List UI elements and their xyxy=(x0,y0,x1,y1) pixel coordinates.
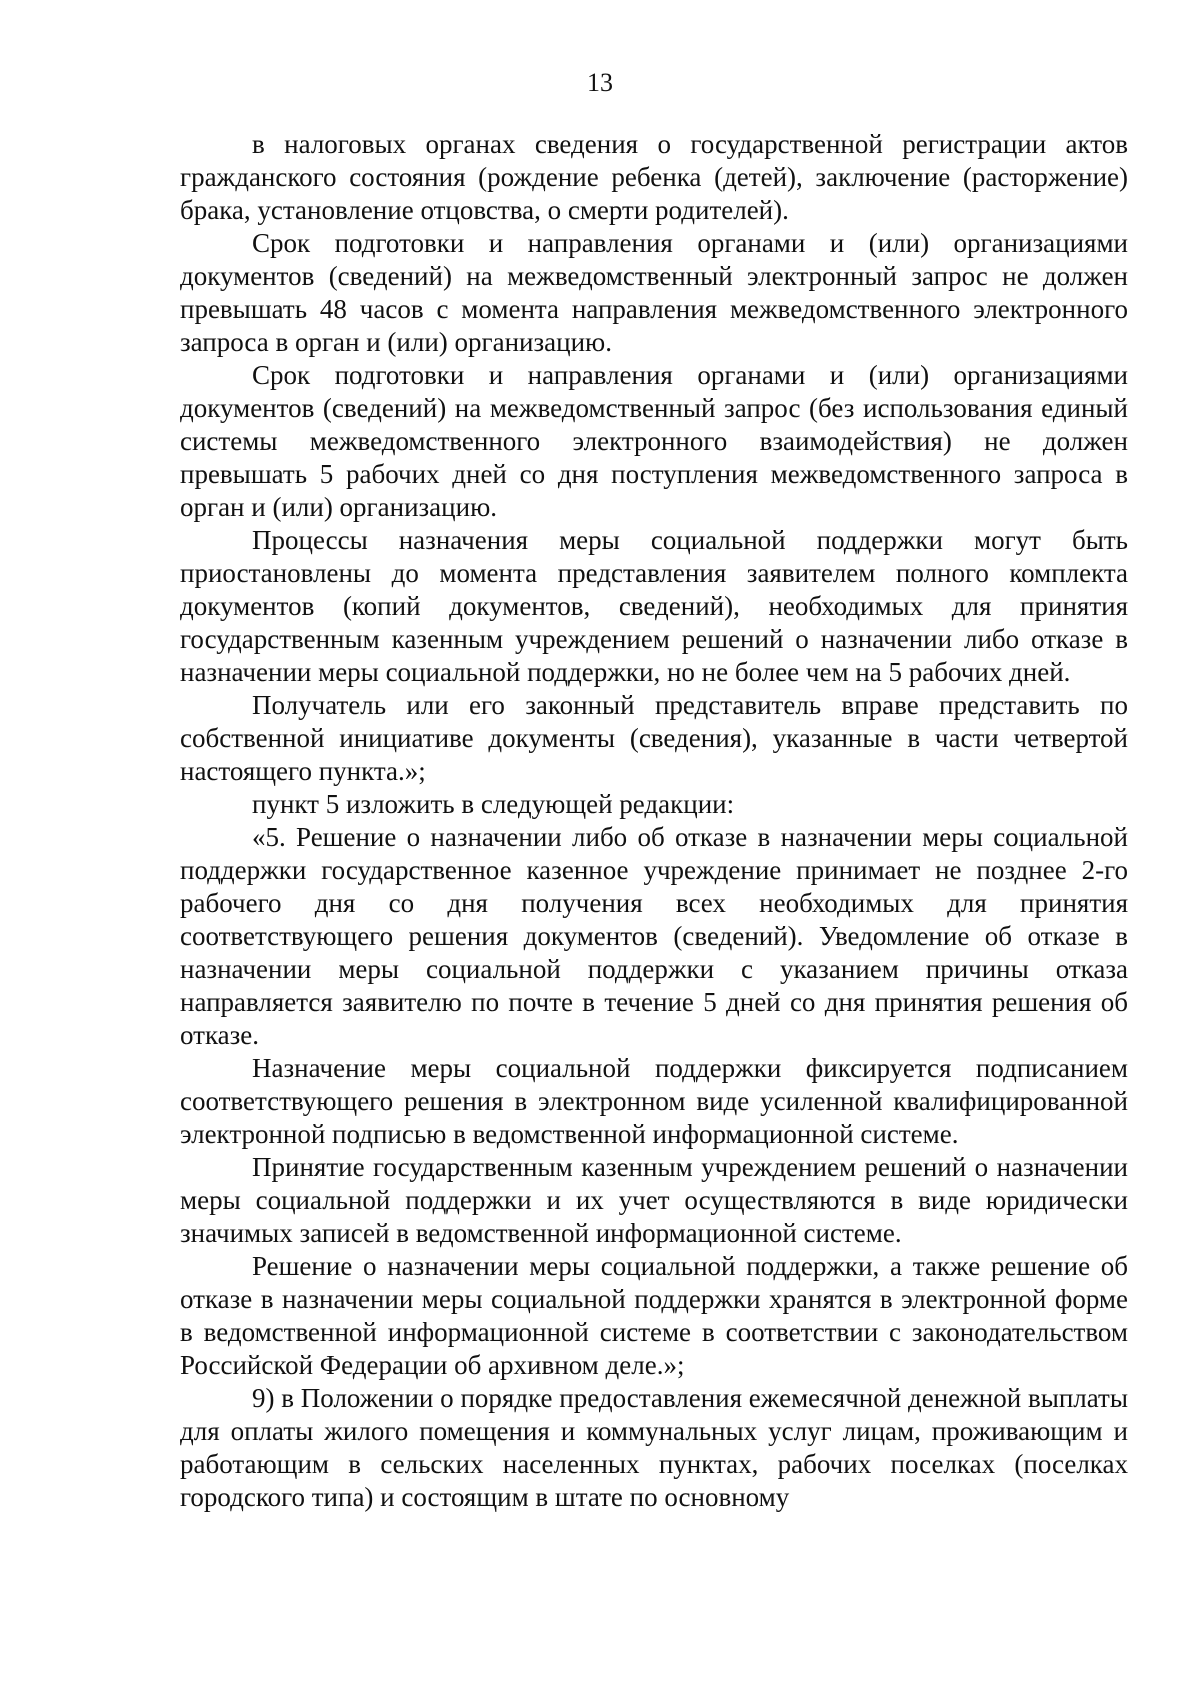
paragraph-legal-records: Принятие государственным казенным учреждением решений о назначении меры социальной поддержки и их учет осуществляются в виде юридически значимых записей в ведомственной информационной системе. xyxy=(180,1152,1128,1248)
page-number: 13 xyxy=(587,68,613,97)
paragraph-item-9: 9) в Положении о порядке предоставления ежемесячной денежной выплаты для оплаты жилого помещения и коммунальных услуг лицам, проживающим и работающим в сельских населенных пунктах, рабочих поселках (поселках городского типа) и состоящим в штате по основному xyxy=(180,1383,1128,1512)
paragraph-paper-request-deadline: Срок подготовки и направления органами и (или) организациями документов (сведений) на межведомственный запрос (без использования единый системы межведомственного электронного взаимодействия) не должен превышать 5 рабочих дней со дня поступления межведомственного запроса в орган и (или) организацию. xyxy=(180,360,1128,522)
paragraph-process-suspension: Процессы назначения меры социальной поддержки могут быть приостановлены до момента представления заявителем полного комплекта документов (копий документов, сведений), необходимых для принятия государственным казенным учреждением решений о назначении либо отказе в назначении меры социальной поддержки, но не более чем на 5 рабочих дней. xyxy=(180,525,1128,687)
paragraph-tax-registration: в налоговых органах сведения о государственной регистрации актов гражданского состояния (рождение ребенка (детей), заключение (расторжение) брака, установление отцовства, о смерти родителей). xyxy=(180,129,1128,225)
paragraph-electronic-signature: Назначение меры социальной поддержки фиксируется подписанием соответствующего решения в электронном виде усиленной квалифицированной электронной подписью в ведомственной информационной системе. xyxy=(180,1053,1128,1149)
paragraph-electronic-request-deadline: Срок подготовки и направления органами и (или) организациями документов (сведений) на межведомственный электронный запрос не должен превышать 48 часов с момента направления межведомственного электронного запроса в орган и (или) организацию. xyxy=(180,228,1128,357)
paragraph-point-5-decision: «5. Решение о назначении либо об отказе в назначении меры социальной поддержки государственное казенное учреждение принимает не позднее 2-го рабочего дня со дня получения всех необходимых для принятия соответствующего решения документов (сведений). Уведомление об отказе в назначении меры социальной поддержки с указанием причины отказа направляется заявителю по почте в течение 5 дней со дня принятия решения об отказе. xyxy=(180,822,1128,1050)
document-body xyxy=(180,128,1128,1514)
paragraph-storage: Решение о назначении меры социальной поддержки, а также решение об отказе в назначении меры социальной поддержки хранятся в электронной форме в ведомственной информационной системе в соответствии с законодательством Российской Федерации об архивном деле.»; xyxy=(180,1251,1128,1380)
paragraph-amendment-point-5: пункт 5 изложить в следующей редакции: xyxy=(252,789,735,819)
paragraph-recipient-right: Получатель или его законный представитель вправе представить по собственной инициативе документы (сведения), указанные в части четвертой настоящего пункта.»; xyxy=(180,690,1128,786)
